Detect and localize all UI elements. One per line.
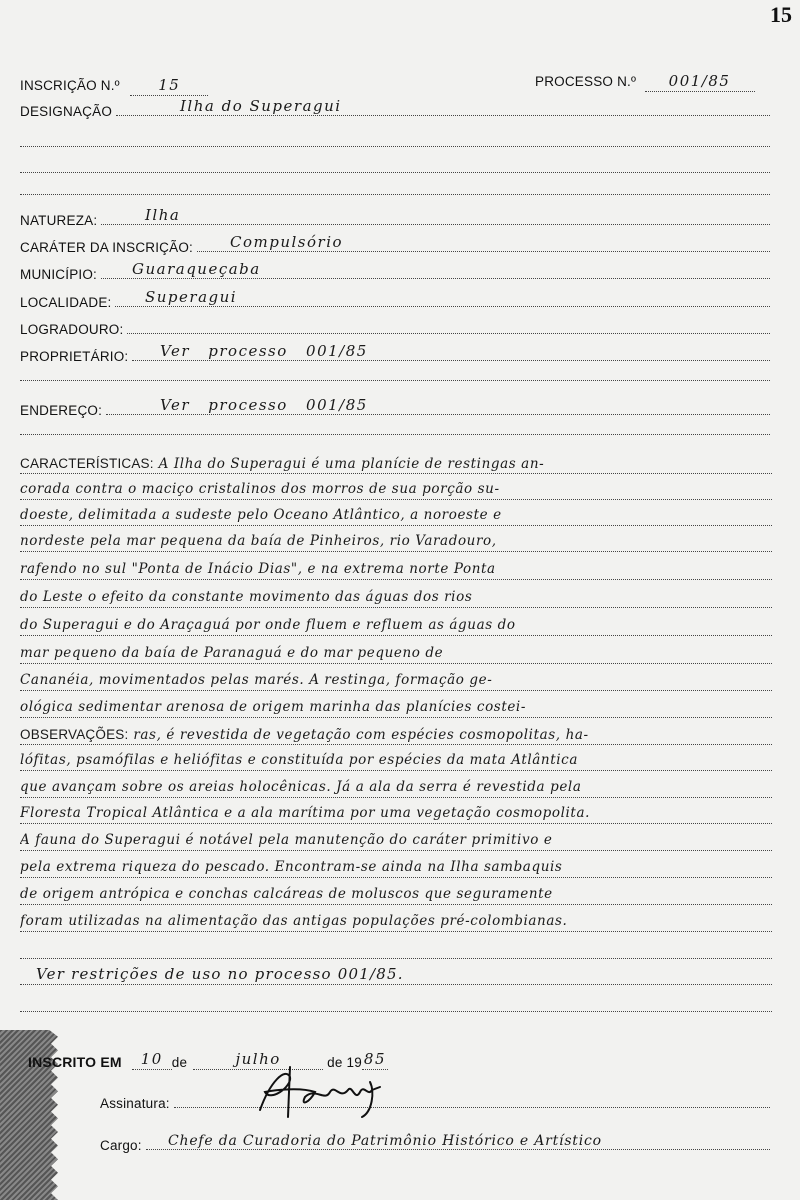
cargo-row [100,1133,770,1153]
de-label: de [171,1055,188,1070]
inscrito-day: 10 [140,1050,163,1068]
municipio-row [20,260,770,282]
designacao-row [20,97,770,119]
observacoes-text: ras, é revestida de vegetação com espécies cosmopolitas, ha- [133,727,589,743]
inscrito-label: INSCRITO EM [28,1054,122,1070]
caracteristicas-label: CARACTERÍSTICAS: [20,456,154,471]
de-year-label: de 19 [327,1055,362,1070]
localidade-row [20,288,770,310]
proprietario-label: PROPRIETÁRIO: [20,349,129,364]
endereco-value: Ver processo 001/85 [160,396,368,414]
observacoes-line: foram utilizadas na alimentação das antigas populações pré-colombianas. [20,913,772,932]
cargo-value: Chefe da Curadoria do Patrimônio Histórico e Artístico [168,1133,602,1149]
proprietario-blank-line [20,380,770,381]
caracteristicas-line: mar pequeno da baía de Paranaguá e do mar pequeno de [20,645,772,664]
assinatura-label: Assinatura: [100,1096,170,1111]
caracteristicas-line: ológica sedimentar arenosa de origem marinha das planícies costei- [20,699,772,718]
caracteristicas-line: do Leste o efeito da constante movimento das águas dos rios [20,589,772,608]
carater-value: Compulsório [230,233,344,251]
inscrito-month: julho [235,1050,281,1068]
observacoes-line: Ver restrições de uso no processo 001/85. [20,966,772,985]
inscricao-row [20,76,320,96]
designacao-value: Ilha do Superagui [180,97,342,115]
observacoes-line: de origem antrópica e conchas calcáreas de moluscos que seguramente [20,886,772,905]
logradouro-label: LOGRADOURO: [20,322,124,337]
municipio-label: MUNICÍPIO: [20,267,98,282]
observacoes-line [20,993,772,1012]
caracteristicas-line [20,455,772,474]
designacao-blank-line [20,172,770,173]
processo-value: 001/85 [668,72,731,90]
observacoes-line: pela extrema riqueza do pescado. Encontram-se ainda na Ilha sambaquis [20,859,772,878]
page-number: 15 [770,2,792,27]
inscrito-year: 85 [363,1050,386,1068]
observacoes-line [20,940,772,959]
cargo-label: Cargo: [100,1138,142,1153]
processo-row [535,72,775,92]
logradouro-row [20,322,770,337]
observacoes-line: A fauna do Superagui é notável pela manutenção do caráter primitivo e [20,832,772,851]
designacao-blank-line [20,194,770,195]
observacoes-line: lófitas, psamófilas e heliófitas e constituída por espécies da mata Atlântica [20,752,772,771]
caracteristicas-text: A Ilha do Superagui é uma planície de restingas an- [158,456,545,472]
natureza-label: NATUREZA: [20,213,98,228]
caracteristicas-line: nordeste pela mar pequena da baía de Pinheiros, rio Varadouro, [20,533,772,552]
inscricao-field [130,76,208,96]
inscricao-value: 15 [158,76,181,94]
observacoes-line: que avançam sobre os areias holocênicas. Já a ala da serra é revestida pela [20,779,772,798]
caracteristicas-line: Cananéia, movimentados pelas marés. A restinga, formação ge- [20,672,772,691]
caracteristicas-line: doeste, delimitada a sudeste pelo Oceano Atlântico, a noroeste e [20,507,772,526]
municipio-value: Guaraqueçaba [132,260,261,278]
caracteristicas-line: corada contra o maciço cristalinos dos morros de sua porção su- [20,481,772,500]
caracteristicas-line: do Superagui e do Araçaguá por onde fluem e refluem as águas do [20,617,772,636]
designacao-blank-line [20,146,770,147]
carater-row [20,233,770,255]
endereco-label: ENDEREÇO: [20,403,103,418]
natureza-value: Ilha [145,206,181,224]
endereco-blank-line [20,434,770,435]
endereco-row [20,396,770,418]
handwritten-signature [230,1062,410,1122]
processo-label: PROCESSO N.º [535,74,637,89]
processo-field [645,72,755,92]
caracteristicas-line: rafendo no sul "Ponta de Inácio Dias", e na extrema norte Ponta [20,561,772,580]
observacoes-line [20,726,772,745]
localidade-label: LOCALIDADE: [20,295,112,310]
observacoes-line: Floresta Tropical Atlântica e a ala marítima por uma vegetação cosmopolita. [20,805,772,824]
localidade-value: Superagui [145,288,238,306]
natureza-row [20,206,770,228]
carater-label: CARÁTER DA INSCRIÇÃO: [20,240,193,255]
proprietario-value: Ver processo 001/85 [160,342,368,360]
observacoes-label: OBSERVAÇÕES: [20,727,129,742]
assinatura-row [100,1096,770,1111]
designacao-label: DESIGNAÇÃO [20,104,113,119]
proprietario-row [20,342,770,364]
inscricao-label: INSCRIÇÃO N.º [20,78,120,93]
